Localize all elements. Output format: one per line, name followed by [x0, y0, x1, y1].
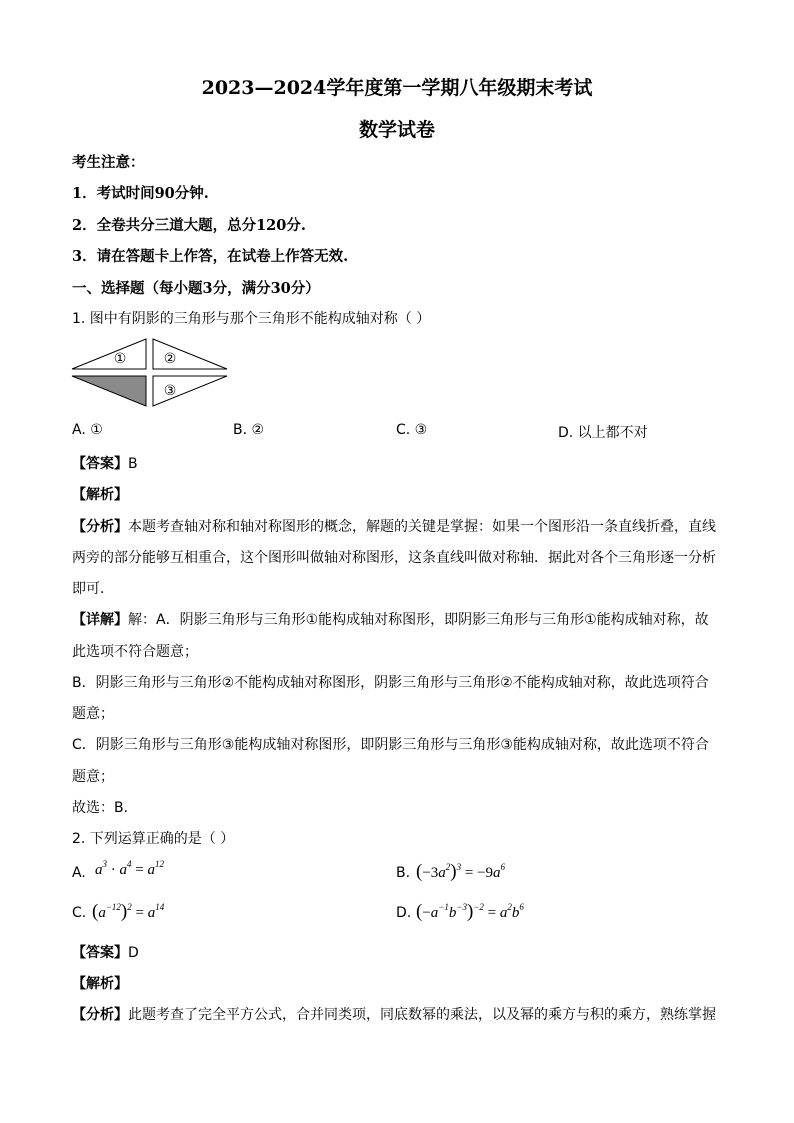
q1-fenxi-line: 两旁的部分能够互相重合，这个图形叫做轴对称图形，这条直线叫做对称轴．据此对各个三角形逐一分析 — [72, 550, 716, 566]
q2-option-c-formula: $(a^{-12})^2 = a^{14}$ — [92, 901, 165, 922]
answer-tag: 【答案】 — [72, 945, 128, 961]
xiangjie-tag: 【详解】 — [72, 612, 128, 628]
fenxi-text: 本题考查轴对称和轴对称图形的概念，解题的关键是掌握：如果一个图形沿一条直线折叠，直线 — [128, 519, 716, 535]
triangle-1 — [72, 339, 146, 369]
q1-fenxi-line: 即可． — [72, 581, 114, 597]
fenxi-tag: 【分析】 — [72, 1007, 128, 1023]
q1-option-c: C. ③ — [396, 422, 428, 438]
detail-text: 解：A．阴影三角形与三角形①能构成轴对称图形，即阴影三角形与三角形①能构成轴对称，故 — [128, 612, 709, 628]
notice-item: 2．全卷共分三道大题，总分120分. — [72, 217, 306, 234]
section-heading: 一、选择题（每小题3分，满分30分） — [72, 280, 320, 297]
triangle-2-label: ② — [163, 351, 177, 367]
notice-heading: 考生注意： — [72, 154, 145, 171]
q2-option-d-formula: $(-a^{-1}b^{-3})^{-2} = a^2b^6$ — [416, 901, 524, 922]
q2-answer-line — [72, 942, 139, 962]
notice-item: 3．请在答题卡上作答，在试卷上作答无效. — [72, 248, 349, 265]
q2-option-c-letter: C. — [72, 905, 87, 921]
triangle-1-label: ① — [113, 351, 127, 367]
triangles-figure — [70, 336, 232, 412]
exam-subtitle: 数学试卷 — [358, 119, 435, 141]
fenxi-tag: 【分析】 — [72, 519, 128, 535]
q1-detail-line: 故选：B． — [72, 800, 138, 816]
q2-option-d-letter: D. — [396, 905, 412, 921]
q1-option-b: B. ② — [233, 422, 265, 438]
answer-tag: 【答案】 — [72, 456, 128, 472]
q1-detail-line: B．阴影三角形与三角形②不能构成轴对称图形，阴影三角形与三角形②不能构成轴对称，故此选项符合 — [72, 675, 709, 691]
q2-answer: D — [128, 945, 139, 961]
q2-option-b-letter: B. — [396, 865, 411, 881]
q1-fenxi-line — [72, 516, 716, 536]
q2-option-a-formula: $a^3 \cdot a^4 = a^{12}$ — [95, 859, 164, 878]
shaded-triangle — [72, 376, 146, 406]
q1-option-d: D. 以上都不对 — [558, 425, 648, 441]
q1-detail-line: C．阴影三角形与三角形③能构成轴对称图形，即阴影三角形与三角形③能构成轴对称，故此选项不符合 — [72, 737, 709, 753]
analysis-tag: 【解析】 — [72, 976, 128, 992]
analysis-tag: 【解析】 — [72, 487, 128, 503]
q2-fenxi-line — [72, 1004, 716, 1024]
fenxi-text: 此题考查了完全平方公式，合并同类项，同底数幂的乘法，以及幂的乘方与积的乘方，熟练掌握 — [128, 1007, 716, 1023]
q1-answer: B — [128, 456, 138, 472]
triangle-3-label: ③ — [163, 383, 177, 399]
exam-title: 2023—2024学年度第一学期八年级期末考试 — [201, 77, 593, 99]
question-1-stem: 1. 图中有阴影的三角形与那个三角形不能构成轴对称（ ） — [72, 311, 431, 327]
q2-option-b-formula: $(-3a^2)^3 = -9a^6$ — [416, 861, 506, 882]
notice-item: 1．考试时间90分钟. — [72, 185, 209, 202]
question-2-stem: 2. 下列运算正确的是（ ） — [72, 831, 235, 847]
q2-option-a-letter: A. — [72, 865, 86, 881]
q1-detail-line: 题意； — [72, 769, 114, 785]
q1-detail-line: 此选项不符合题意； — [72, 644, 198, 660]
q1-answer-line — [72, 453, 138, 473]
q1-detail-line — [72, 609, 709, 629]
q1-option-a: A. ① — [72, 422, 103, 438]
q1-detail-line: 题意； — [72, 706, 114, 722]
